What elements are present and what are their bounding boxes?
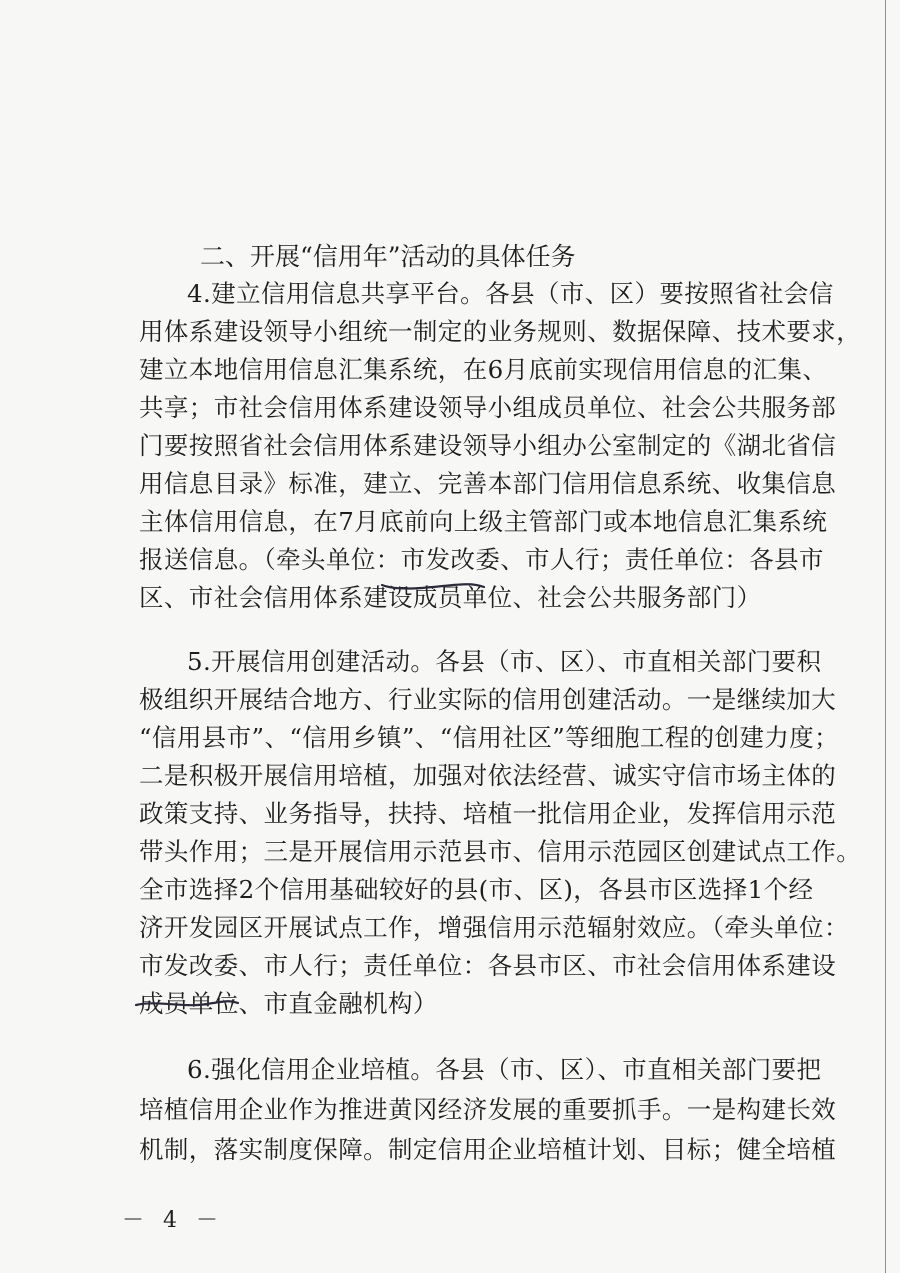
paragraph-item-4 (139, 275, 862, 617)
text-line: 成员单位、市直金融机构） (139, 989, 438, 1018)
text-line: 共享；市社会信用体系建设领导小组成员单位、社会公共服务部 (139, 393, 837, 422)
text-line: 门要按照省社会信用体系建设领导小组办公室制定的《湖北省信 (139, 431, 837, 460)
paragraph-item-6 (139, 1050, 837, 1170)
text-line: “信用县市”、“信用乡镇”、“信用社区”等细胞工程的创建力度； (139, 723, 840, 752)
text-line: 报送信息。（牵头单位：市发改委、市人行；责任单位：各县市 (139, 545, 824, 574)
text-line: 用体系建设领导小组统一制定的业务规则、数据保障、技术要求， (139, 317, 862, 346)
page-number: － 4 － (122, 1208, 224, 1233)
text-line: 建立本地信用信息汇集系统，在6月底前实现信用信息的汇集、 (139, 355, 828, 384)
text-line: 政策支持、业务指导，扶持、培植一批信用企业，发挥信用示范 (139, 799, 837, 828)
text-line: 区、市社会信用体系建设成员单位、社会公共服务部门） (139, 583, 762, 612)
text-line: 机制，落实制度保障。制定信用企业培植计划、目标；健全培植 (139, 1135, 837, 1164)
paragraph-item-5 (139, 643, 862, 1023)
text-line: 5.开展信用创建活动。各县（市、区）、市直相关部门要积 (187, 647, 822, 676)
scan-edge-line (885, 0, 886, 1273)
text-line: 带头作用；三是开展信用示范县市、信用示范园区创建试点工作。 (139, 837, 862, 866)
text-line: 主体信用信息，在7月底前向上级主管部门或本地信息汇集系统 (139, 507, 828, 536)
text-line: 济开发园区开展试点工作，增强信用示范辐射效应。（牵头单位： (139, 913, 849, 942)
text-line: 6.强化信用企业培植。各县（市、区）、市直相关部门要把 (187, 1055, 822, 1084)
text-line: 培植信用企业作为推进黄冈经济发展的重要抓手。一是构建长效 (139, 1095, 837, 1124)
text-line: 全市选择2个信用基础较好的县(市、区)，各县市区选择1个经 (139, 875, 814, 904)
text-line: 4.建立信用信息共享平台。各县（市、区）要按照省社会信 (187, 279, 834, 308)
text-line: 二是积极开展信用培植，加强对依法经营、诚实守信市场主体的 (139, 761, 837, 790)
text-line: 用信息目录》标准，建立、完善本部门信用信息系统、收集信息 (139, 469, 837, 498)
text-line: 市发改委、市人行；责任单位：各县市区、市社会信用体系建设 (139, 951, 837, 980)
section-heading: 二、开展“信用年”活动的具体任务 (200, 242, 576, 271)
text-line: 极组织开展结合地方、行业实际的信用创建活动。一是继续加大 (139, 685, 837, 714)
